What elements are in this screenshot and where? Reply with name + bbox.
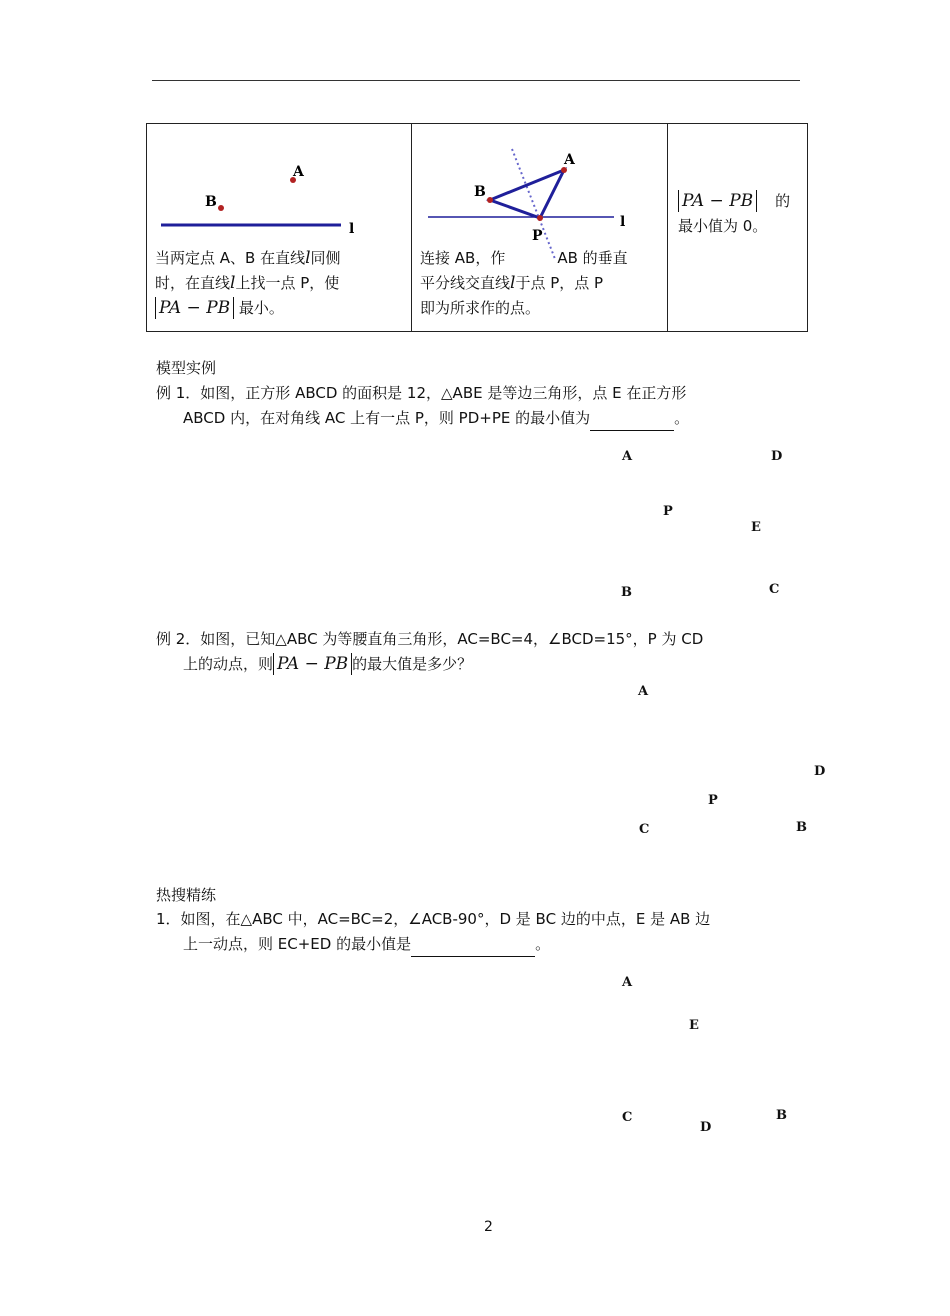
- fig1-label-l: l: [349, 221, 355, 237]
- cell1-text: 当两定点 A、B 在直线l同侧 时，在直线l上找一点 P，使 PA − PB 最小。: [155, 248, 341, 318]
- fig2-label-a: A: [564, 152, 575, 168]
- ex2-label-b: B: [796, 820, 807, 835]
- cell3-text: PA − PB 的 最小值为 0。: [678, 191, 791, 235]
- ex2-label-a: A: [638, 684, 649, 699]
- fig1-label-b: B: [205, 194, 217, 210]
- ex2-label-c: C: [639, 822, 650, 837]
- abs-expression: PA − PB: [273, 653, 352, 675]
- q1-label-d: D: [700, 1120, 712, 1135]
- q1-label-e: E: [689, 1018, 699, 1033]
- ex1-label-b: B: [621, 585, 632, 600]
- page-number: 2: [484, 1219, 493, 1235]
- ex1-label-d: D: [771, 449, 783, 464]
- answer-blank: [411, 938, 535, 957]
- q1-label-b: B: [776, 1108, 787, 1123]
- ex2-label-p: P: [708, 793, 718, 808]
- example-2: 例 2．如图，已知△ABC 为等腰直角三角形，AC=BC=4，∠BCD=15°，P 为 CD 上的动点，则 PA − PB 的最大值是多少？: [156, 630, 704, 674]
- fig1-label-a: A: [293, 164, 304, 180]
- model-cell-construction: [412, 124, 668, 332]
- figure-construction: [412, 124, 667, 259]
- fig2-label-l: l: [620, 214, 626, 230]
- model-cell-conclusion: [668, 124, 808, 332]
- ex1-label-e: E: [751, 520, 761, 535]
- abs-expression: PA − PB: [155, 297, 234, 319]
- cell2-text: 连接 AB，作 AB 的垂直 平分线交直线l于点 P，点 P 即为所求作的点。: [420, 249, 628, 317]
- q1-label-a: A: [622, 975, 633, 990]
- fig2-label-b: B: [474, 184, 486, 200]
- ex2-label-d: D: [814, 764, 826, 779]
- q1-label-c: C: [622, 1110, 633, 1125]
- ex1-label-p: P: [663, 504, 673, 519]
- model-cell-same-side: [147, 124, 412, 332]
- section-heading-model: 模型实例: [156, 359, 217, 377]
- ex1-label-a: A: [622, 449, 633, 464]
- example-1: 例 1．如图，正方形 ABCD 的面积是 12，△ABE 是等边三角形，点 E 在正方形 ABCD 内，在对角线 AC 上有一点 P，则 PD+PE 的最小值为 。: [156, 381, 796, 431]
- fig2-label-p: P: [532, 228, 543, 244]
- ex1-label-c: C: [769, 582, 780, 597]
- abs-expression: PA − PB: [678, 190, 757, 212]
- question-1: 1．如图，在△ABC 中，AC=BC=2，∠ACB-90°，D 是 BC 边的中点，E 是 AB 边 上一动点，则 EC+ED 的最小值是 。: [156, 907, 796, 957]
- section-heading-practice: 热搜精练: [156, 886, 217, 904]
- model-table: [146, 123, 808, 332]
- header-rule: [152, 80, 800, 81]
- answer-blank: [590, 412, 674, 431]
- figure-same-side: [147, 124, 411, 254]
